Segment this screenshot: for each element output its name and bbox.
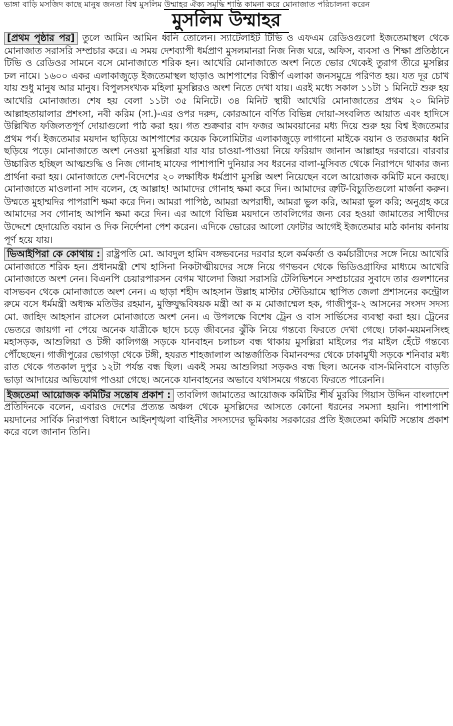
headline-text: মুসলিম উম্মাহর [164,9,289,33]
section-subhead-vip: ভিআইপিরা কে কোথায় : [4,248,103,261]
page-title [0,9,453,33]
paragraph-text: তুলে আমিন আমিন ধ্বনি তোলেন। স্যাটেলাইট টিভি ও এফএম রেডিওগুলো ইজতেমাস্থল থেকে মোনাজাত সরাসরি সম্প্রচার করে। এ সময় দেশব্যাপী ধর্মপ্রাণ মুসলমানরা নিজ নিজ ঘরে, অফিস, ব্যবসা ও শিক্ষা প্রতিষ্ঠানে টিভি ও রেডিওর সামনে বসে মোনাজাতে শরিক হন। আখেরি মোনাজাতে অংশ নিতে ভোর থেকেই তুরাগ তীরে মুসল্লির ঢল নামে। ১৬০০ একর এলাকাজুড়ে ইজতেমাস্থল ছাড়াও আশপাশের বিস্তীর্ণ এলাকা জনসমুদ্রে পরিণত হয়। যত দূর চোখ যায় শুধু মানুষ আর মানুষ। বিপুলসংখ্যক মহিলা মুসল্লিরও অংশ নিতে দেখা যায়। এরই মধ্যে সকাল ১১টা ১ মিনিটে শুরু হয় আখেরি মোনাজাত। শেষ হয় বেলা ১১টা ৩৫ মিনিটে। ৩৪ মিনিট স্থায়ী আখেরি মোনাজাতের প্রথম ২০ মিনিট আল্লাহতায়ালার প্রশংসা, নবী করিম (সা.)-এর ওপর দরুদ, কোরআনে বর্ণিত বিভিন্ন দোয়া-সংবলিত আয়াত এবং হাদিসে উল্লিখিত ফজিলতপূর্ণ দোয়াগুলো পাঠ করা হয়। গত শুক্রবার বাদ ফজর আমবয়ানের মধ্য দিয়ে শুরু হয় বিশ্ব ইজতেমার প্রথম পর্ব। ইজতেমার ময়দান ছাড়িয়ে আশপাশের কয়েক কিলোমিটার এলাকাজুড়ে লাগানো মাইকে বয়ান ও তরজমার ধ্বনি ছড়িয়ে পড়ে। মোনাজাতে অংশ নেওয়া মুসল্লিরা যার যার চাওয়া-পাওয়া নিয়ে ফরিয়াদ জানান আল্লাহর দরবারে। বারবার উচ্চারিত হচ্ছিল আত্মশুদ্ধি ও নিজ গোনাহ মাফের পাশাপাশি দুনিয়ার সব ধরনের বালা-মুসিবত থেকে নিরাপদে থাকার জন্য প্রার্থনা করা হয়। মোনাজাতে দেশ-বিদেশের ২০ লক্ষাধিক ধর্মপ্রাণ মুসল্লি অংশ নিয়েছেন বলে আয়োজক কমিটি মনে করছে। মোনাজাতে মাওলানা সাদ বলেন, হে আল্লাহ! আমাদের গোনাহ ক্ষমা করে দিন। আমাদের ত্রুটি-বিচ্যুতিগুলো মার্জনা করুন। উম্মতে মুহাম্মদির পাপরাশি ক্ষমা করে দিন। আমরা পাপিষ্ঠ, আমরা অপরাধী, আমরা ভুল করি, আমরা ভুল করি; অনুগ্রহ করে আমাদের সব গোনাহ আপনি ক্ষমা করে দিন। এর আগে বিভিন্ন ময়দানে তাবলিগের জন্য বের হওয়া জামাতের সাথীদের উদ্দেশে হেদায়েতি বয়ান ও দিক নির্দেশনা পেশ করেন। এদিকে ভোরের আলো ফোটার আগেই ইজতেমার মাঠ কানায় কানায় পূর্ণ হয়ে যায়। [4,33,449,246]
previous-article-strip: ভাঙ্গা বাড়ি মসজিদ কাছে মানুষ জনতা বিশ্ব মুসলিম উম্মাহর ঐক্য সমৃদ্ধি শান্তি কামনা করে মোনাজাত পরিচালনা করেন [4,0,370,9]
article-paragraph [4,388,449,440]
paragraph-text: রাষ্ট্রপতি মো. আবদুল হামিদ বঙ্গভবনের দরবার হলে কর্মকর্তা ও কর্মচারীদের সঙ্গে নিয়ে আখেরি মোনাজাতে শরিক হন। প্রধানমন্ত্রী শেখ হাসিনা নিকটাত্মীয়দের সঙ্গে নিয়ে গণভবন থেকে ভিডিওগ্রাফির মাধ্যমে আখেরি মোনাজাতে অংশ নেন। বিএনপি চেয়ারপারসন বেগম খালেদা জিয়া সরাসরি টেলিভিশনে সম্প্রচারের সুবাদে তার গুলশানের বাসভবন থেকে মোনাজাতে অংশ নেন। এ ছাড়া শহীদ আহসান উল্লাহ মাস্টার স্টেডিয়ামে স্থাপিত জেলা প্রশাসনের কন্ট্রোল রুমে বসে ধর্মমন্ত্রী অধ্যক্ষ মতিউর রহমান, মুক্তিযুদ্ধবিষয়ক মন্ত্রী আ ক ম মোজাম্মেল হক, গাজীপুর-২ আসনের সংসদ সদস্য মো. জাহিদ আহসান রাসেল মোনাজাতে অংশ নেন। এ উপলক্ষে বিশেষ ট্রেন ও বাস সার্ভিসের ব্যবস্থা করা হয়। ট্রেনের ভেতরে জায়গা না পেয়ে অনেক যাত্রীকে ছাদে চড়ে জীবনের ঝুঁকি নিয়ে গন্তব্যে ফিরতে দেখা গেছে। ঢাকা-ময়মনসিংহ মহাসড়ক, আশুলিয়া ও টঙ্গী কালিগঞ্জ সড়কে যানবাহন চলাচল বন্ধ থাকায় মুসল্লিরা মাইলের পর মাইল হেঁটে গন্তব্যে পৌঁছেছেন। গাজীপুরের ভোগড়া থেকে টঙ্গী, হযরত শাহজালাল আন্তর্জাতিক বিমানবন্দর থেকে ঢাকামুখী সড়কে শনিবার মধ্য রাত থেকে গতকাল দুপুর ১২টা পর্যন্ত বন্ধ ছিল। একই সময় আশুলিয়া সড়কও বন্ধ ছিল। অনেক বাস-মিনিবাসে বাড়তি ভাড়া আদায়ের অভিযোগ পাওয়া গেছে। অনেকে যানবাহনের অভাবে যথাসময়ে গন্তব্যে ফিরতে পারেননি। [4,249,449,387]
continued-from-front-label: [প্রথম পৃষ্ঠার পর] [4,32,78,45]
article-body [0,33,453,440]
article-paragraph [4,247,449,388]
article-paragraph [4,33,449,247]
paragraph-text: তাবলিগ জামাতের আয়োজক কমিটির শীর্ষ মুরব্বি গিয়াস উদ্দিন বাংলাদেশ প্রতিদিনকে বলেন, এবারও দেশের প্রত্যন্ত অঞ্চল থেকে মুসল্লিদের আসতে কোনো ধরনের সমস্যা হয়নি। পাশাপাশি ময়দানের সার্বিক নিরাপত্তা বিধানে আইনশৃঙ্খলা বাহিনীর সদস্যদের ভূমিকায় সরকারের প্রতি ইজতেমা কমিটি সন্তোষ প্রকাশ করে বলে জানান তিনি। [4,389,449,439]
section-subhead-committee: ইজতেমা আয়োজক কমিটির সন্তোষ প্রকাশ : [4,389,174,402]
